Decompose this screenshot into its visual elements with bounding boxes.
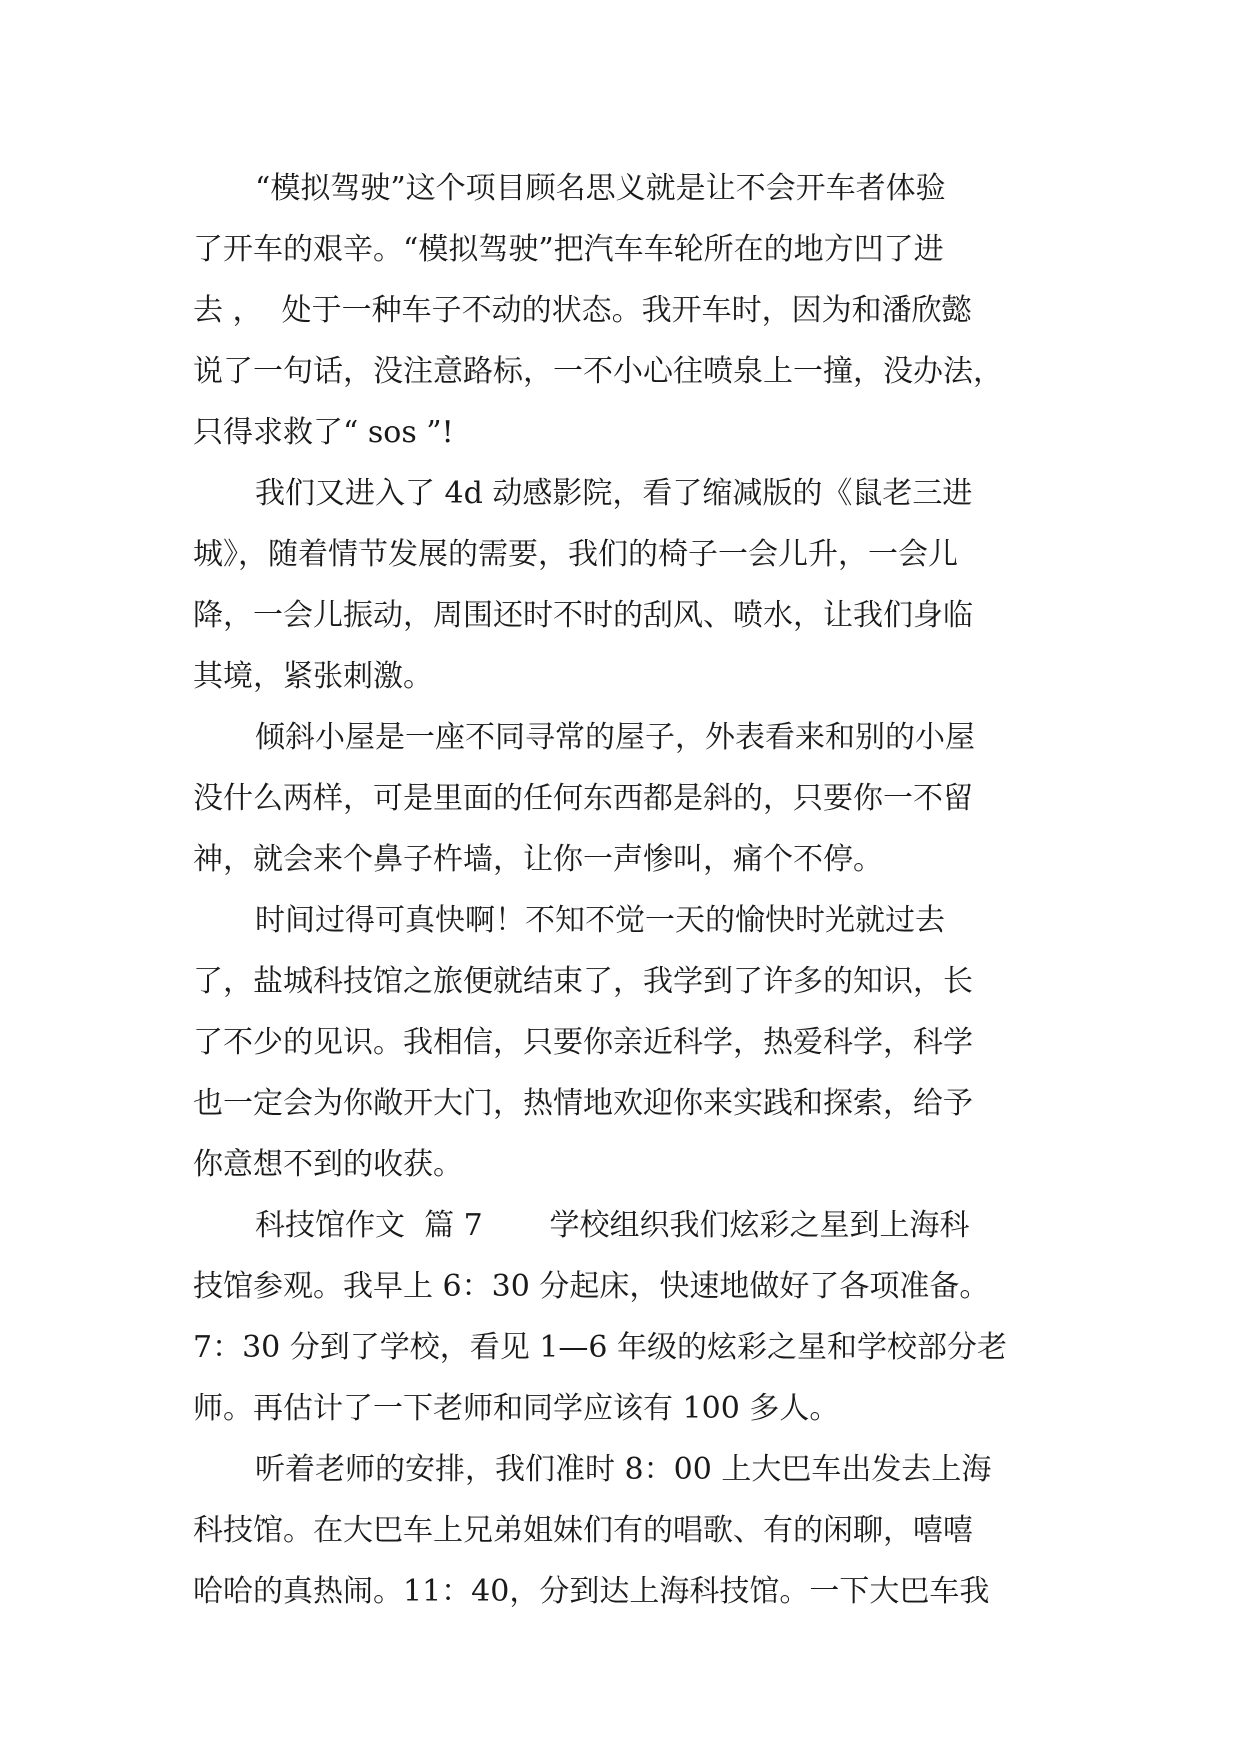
text-line: 我们又进入了 4d 动感影院，看了缩减版的《鼠老三进 — [255, 476, 973, 511]
text-line: 7：30 分到了学校，看见 1—6 年级的炫彩之星和学校部分老 — [193, 1330, 1008, 1365]
text-line: 时间过得可真快啊！不知不觉一天的愉快时光就过去 — [255, 903, 945, 938]
text-line: 去 ， 处于一种车子不动的状态。我开车时，因为和潘欣懿 — [193, 293, 972, 328]
text-line: 哈哈的真热闹。11：40，分到达上海科技馆。一下大巴车我 — [193, 1574, 990, 1609]
text-line: 技馆参观。我早上 6：30 分起床，快速地做好了各项准备。 — [193, 1269, 990, 1304]
text-line: 了不少的见识。我相信，只要你亲近科学，热爱科学，科学 — [193, 1025, 973, 1060]
text-line: 没什么两样，可是里面的任何东西都是斜的，只要你一不留 — [193, 781, 973, 816]
text-line: 其境，紧张刺激。 — [193, 659, 433, 694]
text-line: 只得求救了“ sos ”! — [193, 415, 454, 450]
text-line: 听着老师的安排，我们准时 8：00 上大巴车出发去上海 — [255, 1452, 992, 1487]
text-line: 了，盐城科技馆之旅便就结束了，我学到了许多的知识，长 — [193, 964, 973, 999]
text-line: 城》，随着情节发展的需要，我们的椅子一会儿升，一会儿 — [193, 537, 958, 572]
text-line: 科技馆。在大巴车上兄弟姐妹们有的唱歌、有的闲聊，嘻嘻 — [193, 1513, 973, 1548]
text-line: 说了一句话，没注意路标，一不小心往喷泉上一撞，没办法， — [193, 354, 1003, 389]
text-line: 师。再估计了一下老师和同学应该有 100 多人。 — [193, 1391, 840, 1426]
text-line: 降，一会儿振动，周围还时不时的刮风、喷水，让我们身临 — [193, 598, 973, 633]
text-line: “模拟驾驶”这个项目顾名思义就是让不会开车者体验 — [255, 171, 946, 206]
section-heading-line: 科技馆作文 篇 7 学校组织我们炫彩之星到上海科 — [255, 1208, 970, 1243]
text-line: 你意想不到的收获。 — [193, 1147, 463, 1182]
essay-body — [193, 158, 1049, 1622]
text-line: 了开车的艰辛。“模拟驾驶”把汽车车轮所在的地方凹了进 — [193, 232, 944, 267]
text-line: 倾斜小屋是一座不同寻常的屋子，外表看来和别的小屋 — [255, 720, 975, 755]
text-line: 神，就会来个鼻子杵墙，让你一声惨叫，痛个不停。 — [193, 842, 883, 877]
text-line: 也一定会为你敞开大门，热情地欢迎你来实践和探索，给予 — [193, 1086, 973, 1121]
